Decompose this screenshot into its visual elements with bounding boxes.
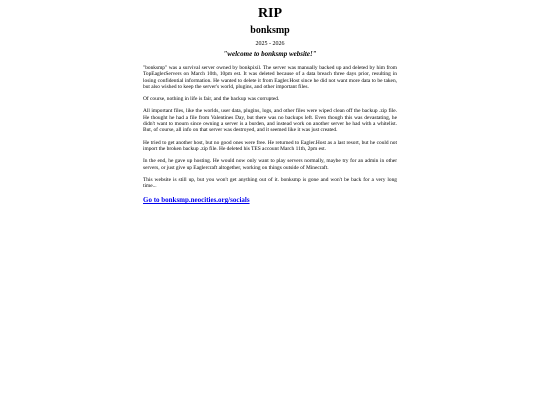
paragraph-intro: "bonksmp" was a survival server owned by bonkpixil. The server was manually backed up and deleted by him from TopEaglerServers on March 10th, 10pm est. It was deleted because of a data breach three days prior, resulting in losing confidential information. He wanted to delete it from Eagler.Host since he did not want more data to be taken, but also wished to keep the server's world, plugins, and other important files. bbox=[143, 65, 397, 90]
socials-link-wrap bbox=[143, 196, 397, 205]
socials-link[interactable]: Go to bonksmp.neocities.org/socials bbox=[143, 196, 250, 205]
paragraph-new-host: He tried to get another host, but no good ones were free. He returned to Eagler.Host as a last resort, but he could not import the broken backup .zip file. He deleted his TES account March 11th, 2pm est. bbox=[143, 139, 397, 152]
paragraph-gave-up: In the end, he gave up hosting. He would now only want to play servers normally, maybe try for an admin in other servers, or just give up Eaglercraft altogether, working on things outside of Minecraft. bbox=[143, 158, 397, 171]
story-content bbox=[143, 65, 397, 205]
paragraph-files-wiped: All important files, like the worlds, user data, plugins, logs, and other files were wiped clean off the backup .zip file. He thought he had a file from Valentines Day, but there was no backups left. Even though this was devastating, he didn't want to mourn since owning a server is a burden, and instead work on another server he had with a whitelist. But, of course, all info on that server was destroyed, and it seemed like it was just created. bbox=[143, 108, 397, 134]
years-active: 2025 - 2026 bbox=[255, 41, 285, 47]
page-header bbox=[0, 0, 540, 59]
paragraph-corrupted: Of course, nothing in life is fair, and the backup was corrupted. bbox=[143, 96, 280, 103]
page-title: RIP bbox=[257, 6, 283, 21]
paragraph-website-status: This website is still up, but you won't get anything out of it. bonksmp is gone and won't be back for a very long time... bbox=[143, 176, 397, 190]
welcome-tagline: "welcome to bonksmp website!" bbox=[223, 50, 317, 58]
server-name: bonksmp bbox=[250, 25, 290, 36]
